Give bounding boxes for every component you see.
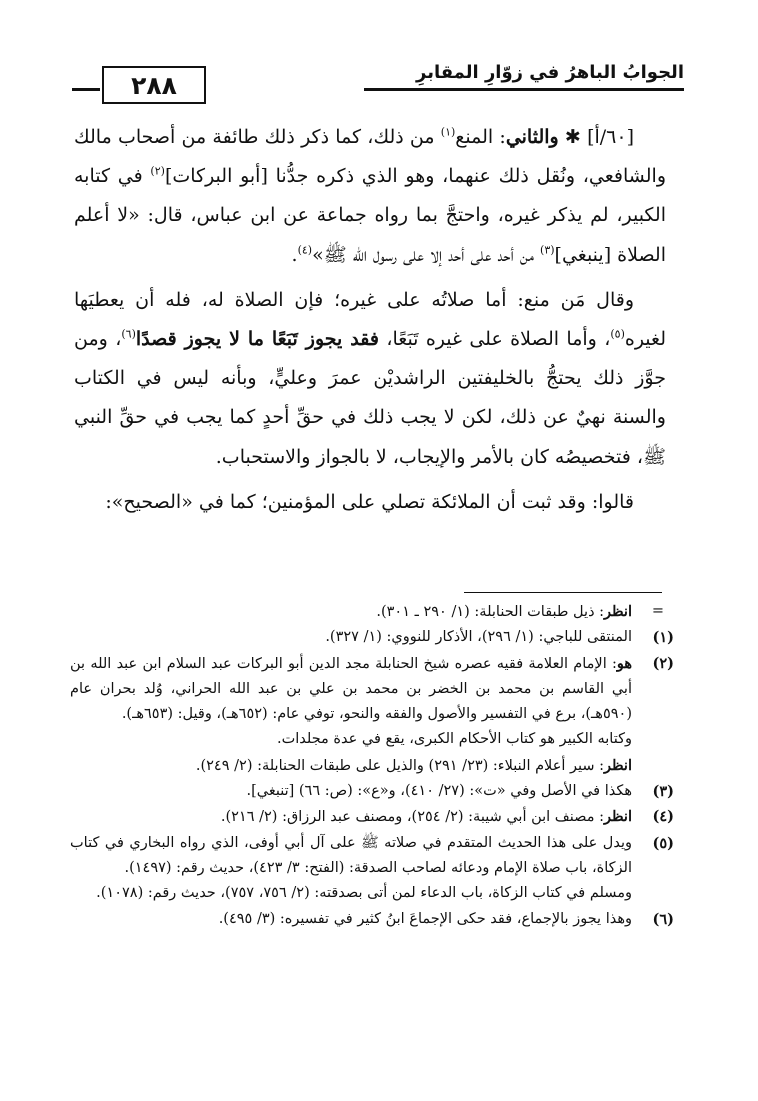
footnote-label: انظر bbox=[604, 808, 632, 826]
footnote-4 bbox=[70, 804, 674, 830]
footnote-number: (٢) bbox=[652, 654, 674, 672]
section-label: والثاني bbox=[505, 126, 559, 148]
footnote-ref[interactable]: (١) bbox=[440, 125, 456, 139]
footnote-ref[interactable]: (٢) bbox=[150, 164, 165, 178]
footnote-text: وهذا يجوز بالإجماع، فقد حكى الإجماعَ ابنُ كثير في تفسيره: (٣/ ٤٩٥). bbox=[218, 910, 632, 927]
footnote-continued bbox=[70, 599, 674, 625]
main-text bbox=[74, 118, 666, 522]
header-rule-short bbox=[72, 88, 100, 91]
footnote-text: : الإمام العلامة فقيه عصره شيخ الحنابلة مجد الدين أبو البركات عبد السلام ابن عبد الله بن أبي القاسم بن محمد بن الخضر بن محمد بن علي بن عبد الله الحراني، وُلد بحران عام (٥٩٠هـ)، برع في التفسير والأصول والفقه والنحو، توفي عام: (٦٥٢هـ)، وقيل: (٦٥٣هـ). bbox=[70, 655, 632, 723]
footnote-2-sources bbox=[70, 753, 674, 779]
text-run: ، ومن جوَّز ذلك يحتجُّ بالخليفتين الراشديْن عمرَ وعليٍّ، وبأنه ليس في الكتاب والسنة نهيٌ عن ذلك، لكن لا يجب ذلك في حقِّ أحدٍ كما يجب في حقِّ النبي ﷺ، فتخصيصُه كان بالأمر والإيجاب، لا بالجواز والاستحباب. bbox=[74, 328, 666, 468]
footnote-ref[interactable]: (٤) bbox=[297, 243, 313, 257]
footnotes bbox=[70, 599, 674, 932]
paragraph-angels: قالوا: وقد ثبت أن الملائكة تصلي على المؤمنين؛ كما في «الصحيح»: bbox=[105, 490, 634, 513]
footnote-number: (١) bbox=[652, 629, 674, 647]
footnote-text: هكذا في الأصل وفي «ت»: (٢٧/ ٤١٠)، و«ع»: (ص: ٦٦) [تنبغي]. bbox=[246, 783, 632, 800]
book-title: الجوابُ الباهرُ في زوّارِ المقابرِ bbox=[416, 62, 684, 83]
footnote-separator bbox=[464, 592, 662, 593]
text-run: : المنع bbox=[455, 126, 506, 148]
footnote-3 bbox=[70, 779, 674, 804]
bold-phrase: فقد يجوز تَبَعًا ما لا يجوز قصدًا bbox=[135, 328, 379, 351]
footnote-number: (٤) bbox=[652, 808, 674, 826]
footnote-2-continued: وكتابه الكبير هو كتاب الأحكام الكبرى، يقع في عدة مجلدات. bbox=[277, 731, 632, 748]
footnote-ref[interactable]: (٦) bbox=[121, 327, 136, 341]
footnote-number: (٣) bbox=[652, 783, 674, 801]
text-run: وقال مَن منع: أما صلاتُه على غيره؛ فإن الصلاة له، فله أن يعطيَها لغيره bbox=[74, 288, 666, 351]
footnote-6 bbox=[70, 907, 674, 932]
text-run: في كتابه الكبير، لم يذكر غيره، واحتجَّ بما رواه جماعة عن ابن عباس، قال: «لا أعلم الصلاة [ينبغي] bbox=[74, 165, 666, 266]
page-header bbox=[72, 58, 684, 108]
footnote-ref[interactable]: (٣) bbox=[540, 243, 555, 257]
footnote-5 bbox=[70, 831, 674, 882]
footnote-ref[interactable]: (٥) bbox=[610, 327, 625, 341]
header-rule bbox=[364, 88, 684, 91]
footnote-label: انظر bbox=[604, 756, 632, 774]
footnote-text: ويدل على هذا الحديث المتقدم في صلاته ﷺ على آل أبي أوفى، الذي رواه البخاري في كتاب الزكاة، باب صلاة الإمام ودعائه لصاحب الصدقة: (الفتح: ٣/ ٤٢٣)، حديث رقم: (١٤٩٧). bbox=[70, 834, 632, 876]
footnote-text: : مصنف ابن أبي شيبة: (٢/ ٢٥٤)، ومصنف عبد الرزاق: (٢/ ٢١٦). bbox=[220, 809, 605, 826]
footnote-label: انظر bbox=[604, 603, 632, 620]
paragraph-second-view bbox=[74, 118, 666, 275]
footnote-text: المنتقى للباجي: (١/ ٢٩٦)، الأذكار للنووي: (١/ ٣٢٧). bbox=[325, 629, 632, 646]
paragraph-objection bbox=[74, 281, 666, 477]
text-run: ، وأما الصلاة على غيره تَبَعًا، bbox=[378, 328, 611, 351]
footnote-text: : سير أعلام النبلاء: (٢٣/ ٢٩١) والذيل على طبقات الحنابلة: (٢/ ٢٤٩). bbox=[195, 757, 605, 774]
continuation-mark: = bbox=[651, 603, 664, 619]
text-run: من ذلك، كما ذكر ذلك طائفة من أصحاب مالك والشافعي، ونُقل ذلك عنهما، وهو الذي ذكره جدُّنا [أبو البركات] bbox=[74, 126, 666, 188]
footnote-number: (٦) bbox=[652, 910, 674, 928]
page-number-frame bbox=[102, 66, 206, 104]
footnote-5-continued: ومسلم في كتاب الزكاة، باب الدعاء لمن أتى بصدقته: (٢/ ٧٥٦، ٧٥٧)، حديث رقم: (١٠٧٨). bbox=[96, 885, 632, 902]
page-number: ٢٨٨ bbox=[131, 70, 177, 100]
star-icon: ✱ bbox=[564, 126, 581, 148]
footnote-text: : ذيل طبقات الحنابلة: (١/ ٢٩٠ ـ ٣٠١). bbox=[376, 604, 605, 620]
footnote-label: هو bbox=[616, 654, 632, 672]
manuscript-ref: [٦٠/أ] bbox=[587, 126, 634, 148]
footnote-2 bbox=[70, 651, 674, 728]
footnote-number: (٥) bbox=[652, 834, 674, 852]
text-run: من أحد على أحد إلا على رسول الله ﷺ» bbox=[312, 243, 541, 266]
text-run: . bbox=[291, 243, 298, 266]
footnote-1 bbox=[70, 625, 674, 650]
